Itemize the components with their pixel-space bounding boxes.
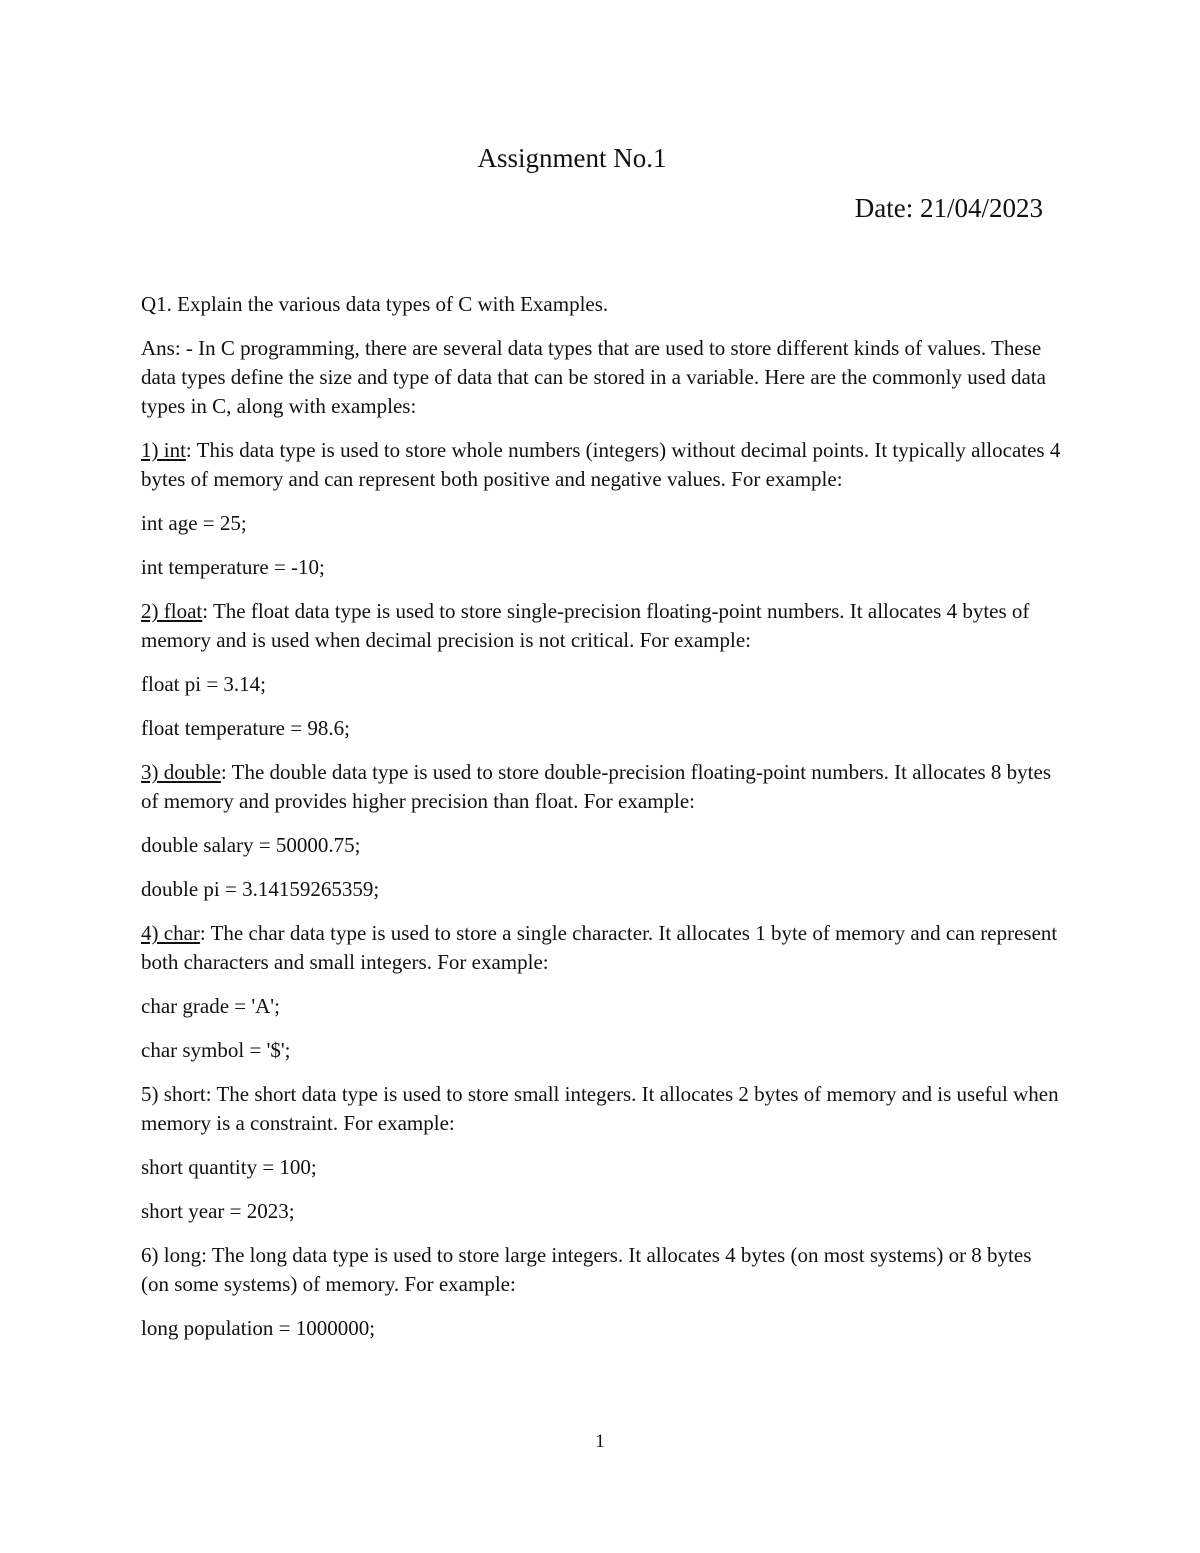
code-example: int age = 25; — [141, 511, 247, 535]
code-example: long population = 1000000; — [141, 1316, 376, 1340]
section-text-float: : The float data type is used to store single-precision floating-point numbers. It allocates 4 bytes of memory and is used when decimal precision is not critical. For example: — [141, 599, 1030, 652]
code-example: char symbol = '$'; — [141, 1038, 291, 1062]
code-example: short year = 2023; — [141, 1199, 295, 1223]
section-int — [141, 436, 1061, 494]
question-text: Q1. Explain the various data types of C with Examples. — [141, 292, 609, 316]
document-date: Date: 21/04/2023 — [854, 193, 1043, 223]
code-example: float temperature = 98.6; — [141, 716, 350, 740]
code-example: double salary = 50000.75; — [141, 833, 361, 857]
section-heading-float: 2) float — [141, 599, 203, 623]
section-text-double: : The double data type is used to store double-precision floating-point numbers. It allocates 8 bytes of memory and provides higher precision than float. For example: — [141, 760, 1051, 813]
document-body — [141, 290, 1061, 1358]
answer-intro: Ans: - In C programming, there are several data types that are used to store different kinds of values. These data types define the size and type of data that can be stored in a variable. Here are the commonly used data types in C, along with examples: — [141, 336, 1046, 418]
code-example: int temperature = -10; — [141, 555, 325, 579]
section-heading-char: 4) char — [141, 921, 200, 945]
code-example: float pi = 3.14; — [141, 672, 266, 696]
section-text-short: : The short data type is used to store small integers. It allocates 2 bytes of memory and is useful when memory is a constraint. For example: — [141, 1082, 1059, 1135]
section-heading-double: 3) double — [141, 760, 221, 784]
section-text-int: : This data type is used to store whole numbers (integers) without decimal points. It typically allocates 4 bytes of memory and can represent both positive and negative values. For example: — [141, 438, 1061, 491]
section-float — [141, 597, 1061, 655]
section-text-char: : The char data type is used to store a single character. It allocates 1 byte of memory and can represent both characters and small integers. For example: — [141, 921, 1058, 974]
section-heading-int: 1) int — [141, 438, 186, 462]
section-heading-short: 5) short — [141, 1082, 206, 1106]
section-char — [141, 919, 1061, 977]
section-long — [141, 1241, 1061, 1299]
section-short — [141, 1080, 1061, 1138]
section-text-long: : The long data type is used to store large integers. It allocates 4 bytes (on most systems) or 8 bytes (on some systems) of memory. For example: — [141, 1243, 1032, 1296]
section-double — [141, 758, 1061, 816]
page-number: 1 — [595, 1431, 605, 1452]
code-example: char grade = 'A'; — [141, 994, 280, 1018]
code-example: short quantity = 100; — [141, 1155, 317, 1179]
document-title: Assignment No.1 — [477, 143, 667, 173]
section-heading-long: 6) long — [141, 1243, 202, 1267]
code-example: double pi = 3.14159265359; — [141, 877, 380, 901]
